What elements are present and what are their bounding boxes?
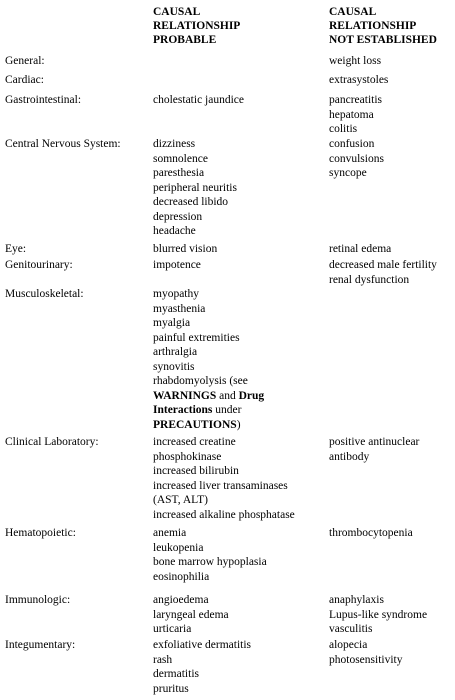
header-not-established [329,5,437,47]
header-probable-line: CAUSAL [153,6,201,18]
effect-item: decreased male fertility [329,259,437,271]
effect-item: synovitis [153,360,195,373]
effect-item: decreased libido [153,196,229,208]
probable-cell [153,593,325,637]
category-label: Genitourinary: [5,259,73,271]
not-established-cell [329,526,455,541]
not-established-cell [329,54,455,69]
effect-item: anaphylaxis [329,594,384,606]
category-label: Clinical Laboratory: [5,436,99,448]
effect-item: convulsions [329,152,384,165]
effect-item: myopathy [153,288,199,300]
effect-item: paresthesia [153,167,205,179]
effect-item: rash [153,653,173,666]
not-established-cell [329,73,455,88]
interactions-ref: Interactions [153,404,213,416]
effect-item: anemia [153,527,187,539]
probable-cell [153,258,325,273]
not-established-cell [329,638,455,667]
effect-item: alopecia [329,639,368,651]
category-label: Hematopoietic: [5,527,76,539]
header-not-established-line: RELATIONSHIP [329,20,417,32]
cross-reference-note [153,403,325,418]
category-label: Integumentary: [5,639,76,651]
effect-item: weight loss [329,55,382,67]
effect-item: cholestatic jaundice [153,94,245,106]
effect-item: vasculitis [329,623,373,635]
probable-cell [153,287,325,432]
effect-item: Lupus-like syndrome [329,608,428,621]
note-text: under [212,404,242,416]
not-established-cell [329,93,455,137]
probable-cell [153,435,325,522]
drug-ref: Drug [238,389,265,402]
effect-item: syncope [329,167,367,179]
warnings-ref: WARNINGS [153,389,217,402]
effect-item: arthralgia [153,346,198,358]
effect-item: increased liver transaminases [153,479,288,492]
effect-item: exfoliative dermatitis [153,639,252,651]
category-label: Cardiac: [5,74,44,86]
effect-item: angioedema [153,594,209,606]
probable-cell [153,638,325,696]
effect-item: colitis [329,123,358,135]
effect-item: somnolence [153,152,208,165]
probable-cell [153,137,325,239]
effect-item: laryngeal edema [153,608,229,621]
probable-cell [153,526,325,584]
cross-reference-note [153,418,325,433]
header-probable-line: PROBABLE [153,34,217,46]
category-label: Immunologic: [5,594,71,606]
not-established-cell [329,258,455,287]
not-established-cell [329,137,455,181]
header-not-established-line: NOT ESTABLISHED [329,34,437,46]
category-label: Gastrointestinal: [5,94,82,106]
category-label: Eye: [5,243,27,255]
effect-item: blurred vision [153,243,218,255]
effect-item: thrombocytopenia [329,527,413,539]
category-label: Central Nervous System: [5,138,121,150]
effect-item: increased creatine [153,436,236,448]
effect-item: hepatoma [329,108,374,121]
effect-item: urticaria [153,623,192,635]
note-text: ) [236,418,241,431]
effect-item: leukopenia [153,541,204,554]
effect-item: headache [153,225,196,237]
effect-item: dermatitis [153,668,199,680]
effect-item: photosensitivity [329,653,403,666]
probable-cell [153,242,325,257]
not-established-cell [329,593,455,637]
effect-item: confusion [329,138,375,150]
header-not-established-line: CAUSAL [329,6,377,18]
effect-item: depression [153,210,203,223]
category-label: Musculoskeletal: [5,288,84,300]
effect-item: phosphokinase [153,450,222,463]
effect-item: (AST, ALT) [153,494,208,506]
note-text: and [216,389,239,402]
effect-item: retinal edema [329,243,392,255]
probable-cell [153,93,325,108]
effect-item: eosinophilia [153,570,210,583]
header-probable [153,5,240,47]
effect-item: myasthenia [153,302,206,315]
effect-item: painful extremities [153,331,240,344]
effect-item: impotence [153,259,201,271]
effect-item: increased alkaline phosphatase [153,508,295,521]
effect-item: pancreatitis [329,94,383,106]
effect-item: positive antinuclear [329,436,420,448]
effect-item: peripheral neuritis [153,181,237,194]
effect-item: rhabdomyolysis (see [153,375,248,387]
effect-item: pruritus [153,682,189,695]
header-probable-line: RELATIONSHIP [153,20,241,32]
not-established-cell [329,435,455,464]
cross-reference-note [153,389,325,404]
effect-item: antibody [329,450,370,463]
not-established-cell [329,242,455,257]
effect-item: renal dysfunction [329,273,410,286]
effect-item: extrasystoles [329,74,389,86]
category-label: General: [5,55,45,67]
effect-item: dizziness [153,138,196,150]
effect-item: myalgia [153,317,191,329]
effect-item: increased bilirubin [153,465,239,477]
effect-item: bone marrow hypoplasia [153,556,267,568]
precautions-ref: PRECAUTIONS [153,418,237,431]
